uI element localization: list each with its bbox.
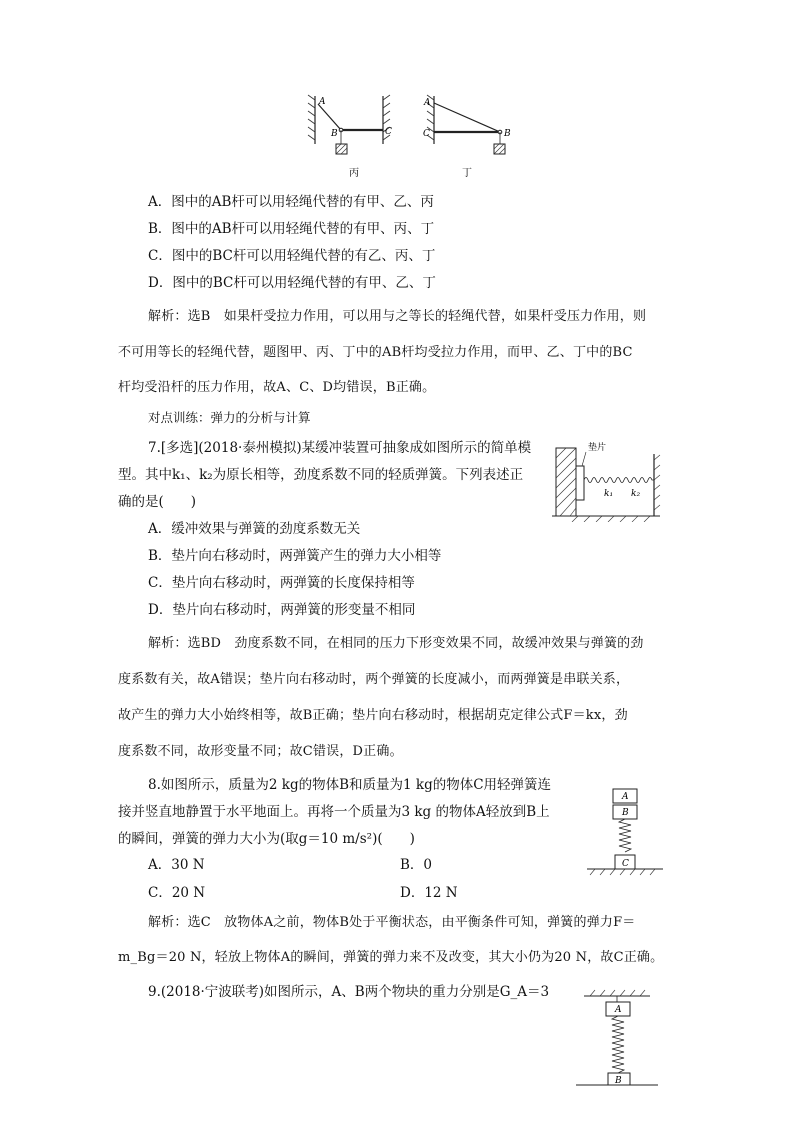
q7-solution-line-2: 度系数有关，故A错误；垫片向右移动时，两个弹簧的长度减小，而两弹簧是串联关系， [118, 672, 630, 687]
bing-label-a: A [319, 97, 326, 107]
q7-stem-line-2: 型。其中k₁、k₂为原长相等，劲度系数不同的轻质弹簧。下列表述正 [118, 467, 524, 483]
q8-stem-line-1: 8.如图所示，质量为2 kg的物体B和质量为1 kg的物体C用轻弹簧连 [148, 777, 552, 793]
ding-label-b: B [504, 129, 511, 139]
q8-stem-line-2: 接并竖直地静置于水平地面上。再将一个质量为3 kg 的物体A轻放到B上 [118, 804, 550, 820]
q7-option-b: B．垫片向右移动时，两弹簧产生的弹力大小相等 [148, 548, 442, 564]
q7-option-d: D．垫片向右移动时，两弹簧的形变量不相同 [148, 602, 416, 618]
q8-option-b: B．0 [400, 857, 433, 873]
q8-option-d: D．12 N [400, 885, 458, 901]
q7-option-a: A．缓冲效果与弹簧的劲度系数无关 [148, 521, 361, 537]
hang-block-a-label: A [615, 1005, 622, 1015]
q6-option-c: C．图中的BC杆可以用轻绳代替的有乙、丙、丁 [148, 248, 436, 264]
figure-stacked-blocks [585, 785, 665, 877]
q7-option-c: C．垫片向右移动时，两弹簧的长度保持相等 [148, 575, 415, 591]
q8-solution-line-2: m_Bg＝20 N，轻放上物体A的瞬间，弹簧的弹力来不及改变，其大小仍为20 N，故C正确。 [118, 950, 664, 965]
q8-option-a: A．30 N [148, 857, 205, 873]
q8-stem-line-3: 的瞬间，弹簧的弹力大小为(取g＝10 m/s²)( ) [118, 831, 415, 847]
q6-option-a: A．图中的AB杆可以用轻绳代替的有甲、乙、丙 [148, 194, 434, 210]
q6-solution-line-1: 解析：选B 如果杆受拉力作用，可以用与之等长的轻绳代替，如果杆受压力作用，则 [148, 309, 647, 324]
bing-label-b: B [331, 129, 338, 139]
stack-block-b-label: B [622, 808, 629, 818]
buffer-k2-label: k₂ [631, 489, 641, 499]
bing-caption: 丙 [349, 168, 359, 179]
q7-solution-line-4: 度系数不同，故形变量不同；故C错误，D正确。 [118, 744, 403, 759]
figure-ding [418, 92, 518, 182]
section-title: 对点训练：弹力的分析与计算 [148, 410, 311, 425]
q7-solution-line-1: 解析：选BD 劲度系数不同，在相同的压力下形变效果不同，故缓冲效果与弹簧的劲 [148, 636, 644, 651]
q9-stem-line-1: 9.(2018·宁波联考)如图所示，A、B两个物块的重力分别是G_A＝3 [148, 984, 550, 1000]
q6-option-b: B．图中的AB杆可以用轻绳代替的有甲、丙、丁 [148, 221, 435, 237]
q8-option-c: C．20 N [148, 885, 206, 901]
q7-solution-line-3: 故产生的弹力大小始终相等，故B正确；垫片向右移动时，根据胡克定律公式F＝kx，劲 [118, 708, 628, 723]
buffer-pad-label: 垫片 [588, 443, 607, 453]
hang-block-b-label: B [615, 1076, 622, 1086]
q8-solution-line-1: 解析：选C 放物体A之前，物体B处于平衡状态，由平衡条件可知，弹簧的弹力F＝ [148, 915, 636, 930]
bing-label-c: C [385, 127, 392, 137]
q6-solution-line-2: 不可用等长的轻绳代替，题图甲、丙、丁中的AB杆均受拉力作用，而甲、乙、丁中的BC [118, 345, 633, 360]
stack-block-c-label: C [622, 859, 629, 869]
figure-buffer-device [548, 440, 668, 522]
q6-option-d: D．图中的BC杆可以用轻绳代替的有甲、乙、丁 [148, 275, 436, 291]
ding-label-a: A [424, 98, 431, 108]
q7-stem-line-1: 7.[多选](2018·泰州模拟)某缓冲装置可抽象成如图所示的简单模 [148, 440, 532, 456]
q7-stem-line-3: 确的是( ) [118, 494, 197, 510]
ding-caption: 丁 [462, 168, 472, 179]
figure-hanging-blocks [572, 988, 662, 1090]
buffer-k1-label: k₁ [604, 489, 614, 499]
ding-label-c: C [423, 129, 430, 139]
figure-bing [305, 92, 395, 182]
stack-block-a-label: A [622, 792, 629, 802]
q6-solution-line-3: 杆均受沿杆的压力作用，故A、C、D均错误，B正确。 [118, 380, 436, 395]
